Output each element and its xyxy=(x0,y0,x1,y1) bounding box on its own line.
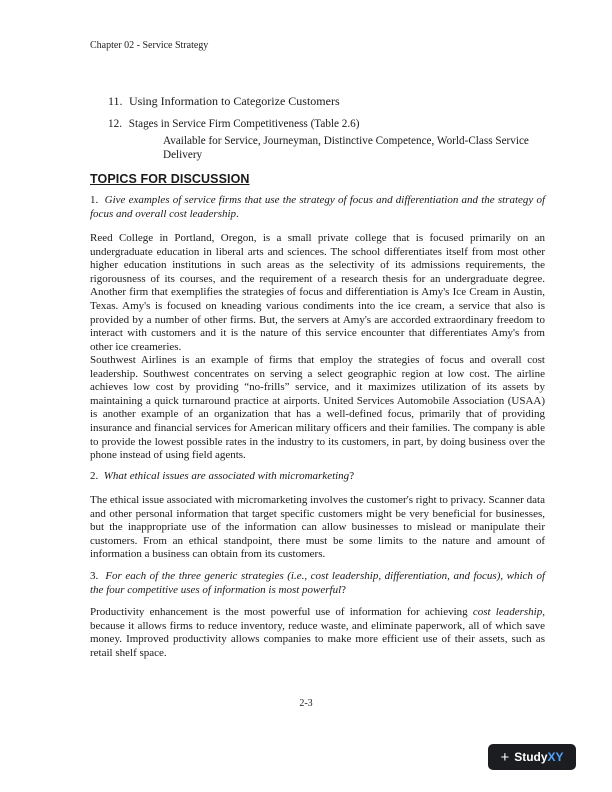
list-text: Stages in Service Firm Competitiveness (Table 2.6) xyxy=(128,118,360,130)
question-3 xyxy=(90,570,545,597)
question-2 xyxy=(90,470,545,484)
studyxy-badge[interactable] xyxy=(488,744,576,770)
question-punct: ? xyxy=(349,470,355,482)
question-punct: ? xyxy=(341,583,347,596)
question-text: Give examples of service firms that use the strategy of focus and differentiation and the strategy of focus and overall cost leadership xyxy=(90,194,546,220)
question-number: 3. xyxy=(90,570,99,582)
answer-3 xyxy=(90,606,545,660)
answer-2: The ethical issue associated with micromarketing involves the customer's right to privacy. Scanner data and other personal information that target specific customers might be very beneficial for businesses, but the inappropriate use of the information can allow businesses to mislead or manipulate their customers. From an ethical standpoint, there must be some limits to the nature and amount of information a business can obtain from its customers. xyxy=(90,494,545,561)
question-punct: . xyxy=(236,207,239,220)
answer-3-emphasis: cost leadership xyxy=(472,606,543,618)
page-header: Chapter 02 - Service Strategy xyxy=(90,40,209,51)
list-number: 11. xyxy=(108,94,123,108)
list-item-12 xyxy=(108,118,360,130)
page-number: 2-3 xyxy=(299,698,313,709)
list-text: Using Information to Categorize Customers xyxy=(129,94,340,108)
section-heading: TOPICS FOR DISCUSSION xyxy=(90,172,250,186)
question-text: For each of the three generic strategies (i.e., cost leadership, differentiation, and focus), which of the four competitive uses of information is most powerful xyxy=(90,570,546,596)
list-item-12-detail: Available for Service, Journeyman, Distinctive Competence, World-Class Service Delivery xyxy=(163,135,529,161)
answer-1-paragraph-2: Southwest Airlines is an example of firms that employ the strategies of focus and overall cost leadership. Southwest concentrates on serving a select geographic region at low cost. The airline achieves low cost by providing “no-frills” service, and it maximizes utilization of its assets by maintaining a quick turnaround practice at airports. United Services Automobile Association (USAA) is another example of an organization that has a well-defined focus, primarily that of providing insurance and financial services for American military officers and their families. The company is able to provide the lowest possible rates in the industry to its customers, in part, by doing business over the phone instead of using field agents. xyxy=(90,354,545,462)
question-number: 2. xyxy=(90,470,99,482)
answer-1-paragraph-1: Reed College in Portland, Oregon, is a small private college that is focused primarily on an undergraduate education in liberal arts and sciences. The school differentiates itself from most other higher education institutions in such areas as the selectivity of its admissions requirements, the rigorousness of its courses, and the requirement of a research thesis for an undergraduate degree. Another firm that exemplifies the strategies of focus and differentiation is Amy's Ice Cream in Austin, Texas. Amy's is focused on kneading various condiments into the ice cream, a service that also is provided by a number of other firms. But, the servers at Amy's are accorded extraordinary freedom to interact with customers and it is the nature of this service encounter that differentiates Amy's from other ice creameries. xyxy=(90,232,545,353)
question-number: 1. xyxy=(90,194,99,206)
brand-name: Study xyxy=(514,750,548,764)
question-1 xyxy=(90,194,545,221)
plus-icon: + xyxy=(500,748,510,766)
list-number: 12. xyxy=(108,118,122,130)
question-text: What ethical issues are associated with micromarketing xyxy=(103,470,350,482)
answer-3-text: Productivity enhancement is the most powerful use of information for achieving xyxy=(90,606,473,618)
brand-name-accent: XY xyxy=(547,750,564,764)
list-item-11 xyxy=(108,94,340,109)
answer-3-text-rest: , because it allows firms to reduce inventory, reduce waste, and eliminate paperwork, all of which save money. Improved productivity allows companies to make more efficient use of their assets, such as retail shelf space. xyxy=(90,606,545,659)
